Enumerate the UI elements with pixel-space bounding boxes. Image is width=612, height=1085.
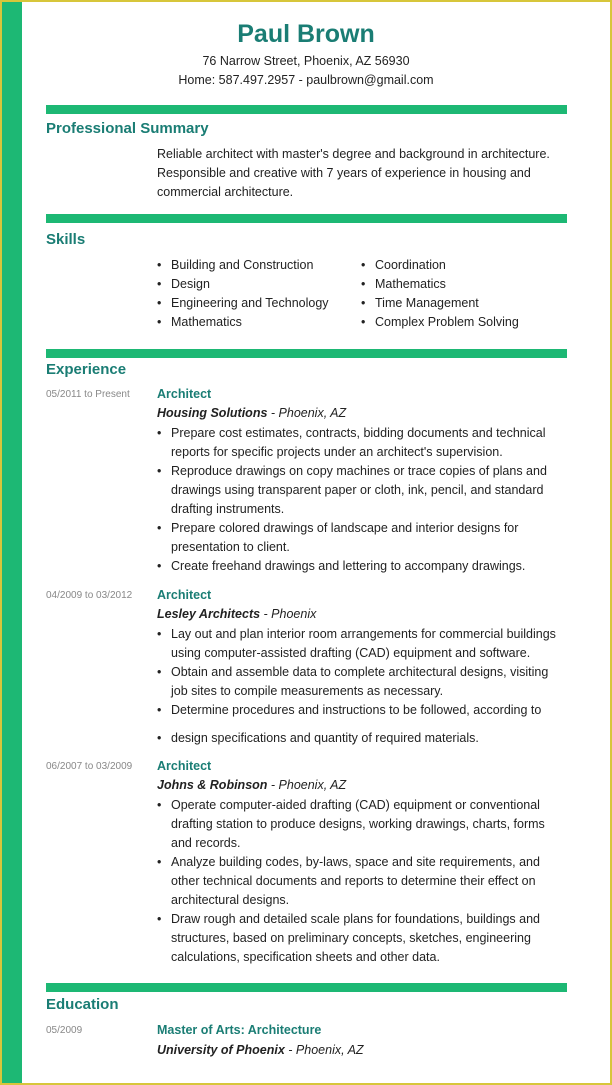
job-bullets — [157, 625, 567, 748]
section-divider — [46, 983, 567, 992]
list-item: • Determine procedures and instructions to be followed, according to — [157, 701, 567, 720]
job-title: Architect — [157, 759, 212, 773]
job-company — [157, 778, 346, 792]
skill-item: • Engineering and Technology — [157, 294, 329, 313]
company-name: Housing Solutions — [157, 406, 268, 420]
list-item: • Operate computer-aided drafting (CAD) equipment or conventional drafting station to produce designs, working drawings, charts, forms and records. — [157, 796, 567, 853]
job-bullets — [157, 424, 567, 576]
education-dates: 05/2009 — [46, 1025, 83, 1036]
list-item: • Prepare colored drawings of landscape and interior designs for presentation to client. — [157, 519, 567, 557]
job-company — [157, 406, 346, 420]
skill-item: • Mathematics — [157, 313, 329, 332]
candidate-contact: Home: 587.497.2957 - paulbrown@gmail.com — [178, 73, 434, 87]
section-title-summary: Professional Summary — [46, 120, 209, 137]
section-divider — [46, 105, 567, 114]
job-title: Architect — [157, 588, 212, 602]
list-item: • Create freehand drawings and lettering to accompany drawings. — [157, 557, 567, 576]
skills-list-right — [361, 256, 519, 332]
section-divider — [46, 214, 567, 223]
skill-item: • Mathematics — [361, 275, 519, 294]
list-item: • Reproduce drawings on copy machines or trace copies of plans and drawings using transparent paper or cloth, ink, pencil, and standard drafting instruments. — [157, 462, 567, 519]
school-name: University of Phoenix — [157, 1043, 285, 1057]
section-divider — [46, 349, 567, 358]
skill-item: • Coordination — [361, 256, 519, 275]
section-title-skills: Skills — [46, 231, 86, 248]
company-name: Lesley Architects — [157, 607, 261, 621]
job-bullets — [157, 796, 567, 967]
left-accent-bar — [2, 2, 22, 1083]
list-item: • design specifications and quantity of required materials. — [157, 729, 567, 748]
summary-text: Reliable architect with master's degree and background in architecture. Responsible and creative with 7 years of experience in housing and commercial architecture. — [157, 147, 550, 199]
school-location: - Phoenix, AZ — [284, 1043, 364, 1057]
job-dates: 06/2007 to 03/2009 — [46, 761, 133, 772]
skills-list-left — [157, 256, 329, 332]
company-location: - Phoenix — [260, 607, 317, 621]
job-dates: 04/2009 to 03/2012 — [46, 590, 133, 601]
list-item: • Draw rough and detailed scale plans for foundations, buildings and structures, based on preliminary concepts, sketches, engineering calculations, specification sheets and other data. — [157, 910, 567, 967]
company-location: - Phoenix, AZ — [267, 778, 347, 792]
skill-item: • Design — [157, 275, 329, 294]
company-location: - Phoenix, AZ — [267, 406, 347, 420]
section-title-education: Education — [46, 996, 119, 1013]
candidate-address: 76 Narrow Street, Phoenix, AZ 56930 — [202, 54, 410, 68]
job-title: Architect — [157, 387, 212, 401]
job-company — [157, 607, 316, 621]
list-item: • Obtain and assemble data to complete architectural designs, visiting job sites to compile measurements as necessary. — [157, 663, 567, 701]
skill-item: • Building and Construction — [157, 256, 329, 275]
list-item: • Lay out and plan interior room arrangements for commercial buildings using computer-assisted drafting (CAD) equipment and software. — [157, 625, 567, 663]
company-name: Johns & Robinson — [157, 778, 268, 792]
section-title-experience: Experience — [46, 361, 127, 378]
list-item: • Analyze building codes, by-laws, space and site requirements, and other technical documents and reports to determine their effect on architectural designs. — [157, 853, 567, 910]
list-item: • Prepare cost estimates, contracts, bidding documents and technical reports for specific projects under an architect's supervision. — [157, 424, 567, 462]
education-school — [157, 1043, 364, 1057]
skill-item: • Complex Problem Solving — [361, 313, 519, 332]
skill-item: • Time Management — [361, 294, 519, 313]
education-degree: Master of Arts: Architecture — [157, 1023, 322, 1037]
candidate-name: Paul Brown — [237, 20, 375, 48]
job-dates: 05/2011 to Present — [46, 389, 130, 400]
